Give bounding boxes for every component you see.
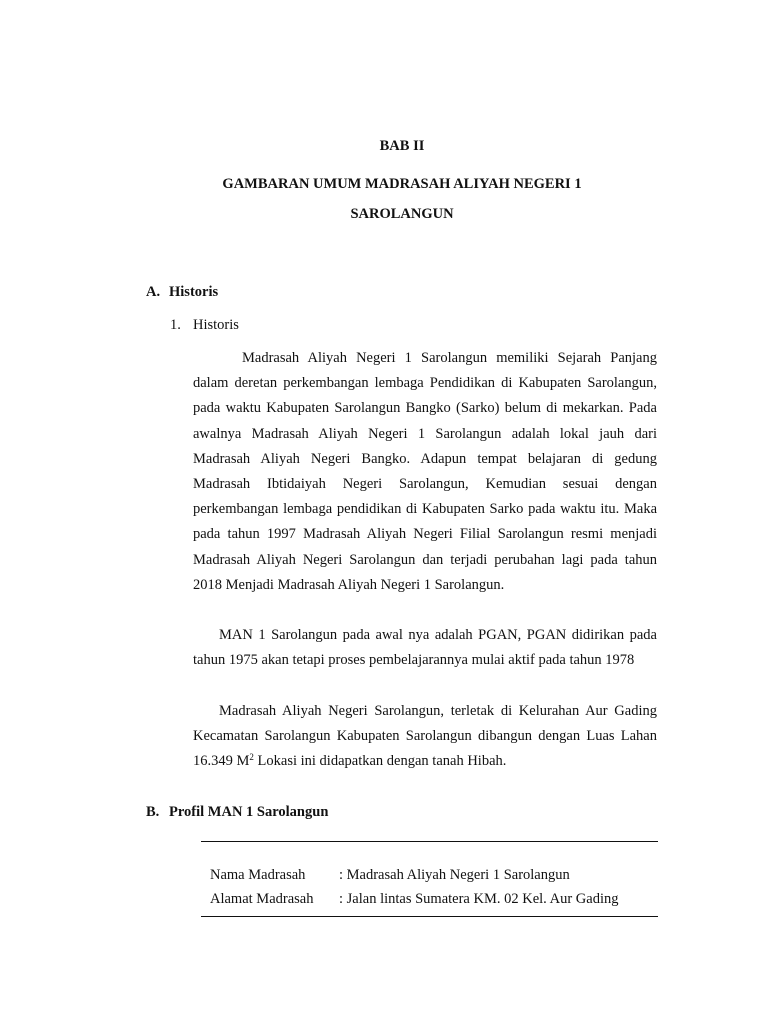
table-top-rule — [201, 841, 658, 842]
profile-row-nama — [210, 867, 570, 884]
chapter-title-line-1: GAMBARAN UMUM MADRASAH ALIYAH NEGERI 1 — [222, 176, 582, 192]
section-a-title: Historis — [169, 284, 219, 300]
subsection-1-number: 1. — [170, 317, 181, 333]
profile-label-nama: Nama Madrasah — [210, 867, 306, 883]
section-b-letter: B. — [146, 804, 160, 820]
profile-value-alamat: : Jalan lintas Sumatera KM. 02 Kel. Aur Gading — [339, 891, 619, 907]
chapter-heading: BAB II — [379, 138, 425, 154]
historis-paragraph-2: MAN 1 Sarolangun pada awal nya adalah PGAN, PGAN didirikan pada tahun 1975 akan tetapi proses pembelajarannya mulai aktif pada tahun 1978 — [193, 627, 657, 669]
paragraph-3-text-end: Lokasi ini didapatkan dengan tanah Hibah. — [253, 753, 507, 770]
profile-row-alamat — [210, 891, 618, 908]
paragraph-3-text: Madrasah Aliyah Negeri Sarolangun, terletak di Kelurahan Aur Gading Kecamatan Sarolangun Kabupaten Sarolangun dibangun dengan Luas Lahan 16.349 M — [193, 703, 657, 770]
section-a-heading — [146, 284, 218, 301]
historis-paragraph-1: Madrasah Aliyah Negeri 1 Sarolangun memiliki Sejarah Panjang dalam deretan perkembangan lembaga Pendidikan di Kabupaten Sarolangun, pada waktu Kabupaten Sarolangun Bangko (Sarko) belum di mekarkan. Pada awalnya Madrasah Aliyah Negeri 1 Sarolangun adalah lokal jauh dari Madrasah Aliyah Negeri Bangko. Adapun tempat belajaran di gedung Madrasah Ibtidaiyah Negeri Sarolangun, Kemudian sesuai dengan perkembangan lembaga pendidikan di Kabupaten Sarko pada waktu itu. Maka pada tahun 1997 Madrasah Aliyah Negeri Filial Sarolangun resmi menjadi Madrasah Aliyah Negeri Sarolangun dan terjadi perubahan lagi pada tahun 2018 Menjadi Madrasah Aliyah Negeri 1 Sarolangun. — [193, 350, 657, 593]
superscript-two: 2 — [249, 752, 254, 763]
subsection-1-title: Historis — [193, 317, 239, 333]
section-b-heading — [146, 804, 328, 821]
subsection-1-heading — [170, 317, 239, 334]
section-b-title: Profil MAN 1 Sarolangun — [169, 804, 329, 820]
profile-value-nama: : Madrasah Aliyah Negeri 1 Sarolangun — [339, 867, 570, 883]
historis-paragraph-3 — [193, 699, 657, 775]
section-a-letter: A. — [146, 284, 161, 300]
table-bottom-rule — [201, 916, 658, 917]
profile-label-alamat: Alamat Madrasah — [210, 891, 314, 907]
chapter-title-line-2: SAROLANGUN — [350, 206, 454, 222]
